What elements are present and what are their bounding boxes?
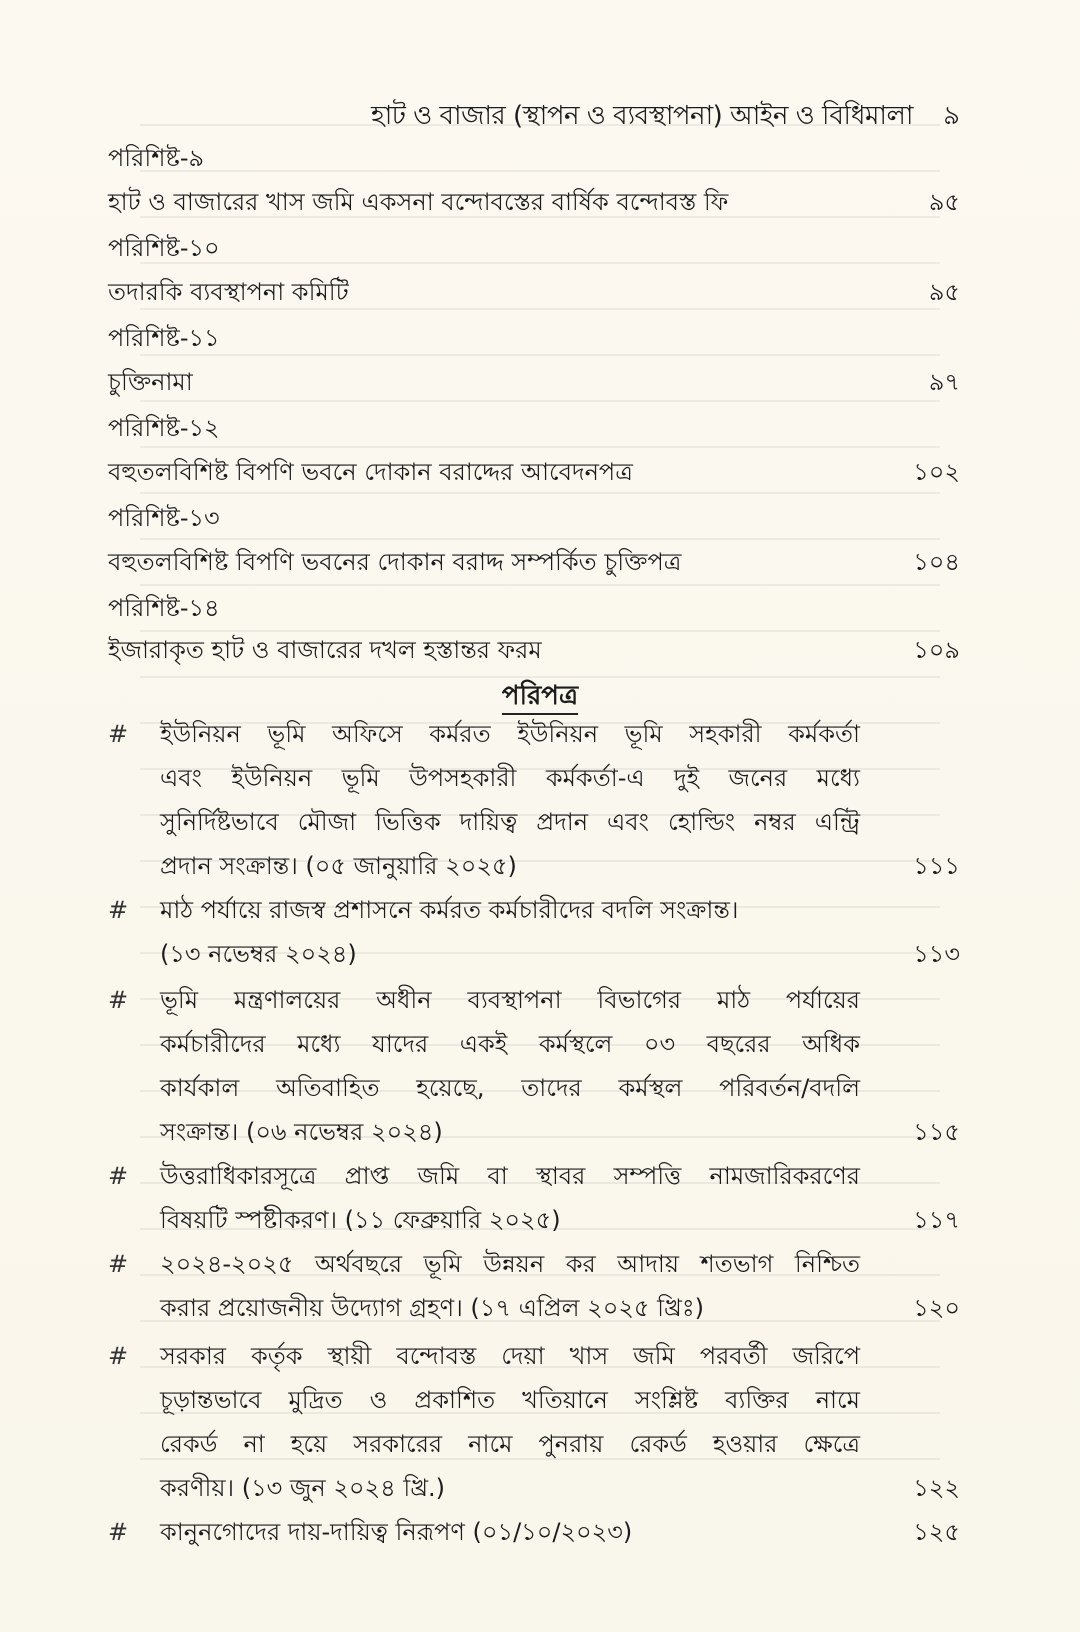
circular-text: কার্যকাল অতিবাহিত হয়েছে, তাদের কর্মস্থল পরিবর্তন/বদলি [160,1074,860,1102]
circular-text: করার প্রয়োজনীয় উদ্যোগ গ্রহণ। (১৭ এপ্রিল ২০২৫ খ্রিঃ) [160,1294,705,1322]
appendix-heading [0,496,1080,540]
circular-text: (১৩ নভেম্বর ২০২৪) [160,940,357,968]
circular-text: চূড়ান্তভাবে মুদ্রিত ও প্রকাশিত খতিয়ানে সংশ্লিষ্ট ব্যক্তির নামে [160,1386,860,1414]
appendix-label: পরিশিষ্ট-১১ [108,324,220,352]
toc-entry [0,540,1080,584]
toc-entry-page: ১০৯ [913,636,960,664]
toc-entry [0,360,1080,404]
circular-text: প্রদান সংক্রান্ত। (০৫ জানুয়ারি ২০২৫) [160,852,517,880]
appendix-label: পরিশিষ্ট-১৪ [108,594,220,622]
appendix-label: পরিশিষ্ট-১২ [108,414,220,442]
circular-page: ১২০ [913,1294,960,1322]
circular-entry-line [0,1466,1080,1510]
circulars-section-heading [0,676,1080,716]
circular-text: ২০২৪-২০২৫ অর্থবছরে ভূমি উন্নয়ন কর আদায় শতভাগ নিশ্চিত [160,1250,860,1278]
circular-text: করণীয়। (১৩ জুন ২০২৪ খ্রি.) [160,1474,446,1502]
circular-entry-line [0,978,1080,1022]
appendix-label: পরিশিষ্ট-১০ [108,234,220,262]
appendix-heading [0,136,1080,180]
circular-text: সুনির্দিষ্টভাবে মৌজা ভিত্তিক দায়িত্ব প্রদান এবং হোল্ডিং নম্বর এন্ট্রি [160,808,860,836]
toc-entry-page: ১০২ [913,458,960,486]
circular-text: মাঠ পর্যায়ে রাজস্ব প্রশাসনে কর্মরত কর্মচারীদের বদলি সংক্রান্ত। [160,896,739,924]
circular-text: কর্মচারীদের মধ্যে যাদের একই কর্মস্থলে ০৩ বছরের অধিক [160,1030,860,1058]
circular-text: রেকর্ড না হয়ে সরকারের নামে পুনরায় রেকর্ড হওয়ার ক্ষেত্রে [160,1430,860,1458]
circular-page: ১২২ [913,1474,960,1502]
running-head-page-number: ৯ [943,101,960,131]
toc-entry-title: চুক্তিনামা [108,368,193,396]
hash-bullet-icon: # [108,720,129,748]
toc-entry-title: হাট ও বাজারের খাস জমি একসনা বন্দোবস্তের বার্ষিক বন্দোবস্ত ফি [108,188,729,216]
circular-entry-line [0,1110,1080,1154]
circular-text: সরকার কর্তৃক স্থায়ী বন্দোবস্ত দেয়া খাস জমি পরবর্তী জরিপে [160,1342,860,1370]
circular-entry-line [0,1242,1080,1286]
toc-entry-page: ৯৫ [928,188,960,216]
circular-entry-line [0,1334,1080,1378]
circular-page: ১১১ [913,852,960,880]
circular-entry-line [0,1066,1080,1110]
hash-bullet-icon: # [108,1518,129,1546]
toc-entry [0,180,1080,224]
toc-entry-title: তদারকি ব্যবস্থাপনা কমিটি [108,278,349,306]
toc-entry-page: ৯৫ [928,278,960,306]
circular-entry-line [0,844,1080,888]
circular-text: উত্তরাধিকারসূত্রে প্রাপ্ত জমি বা স্থাবর সম্পত্তি নামজারিকরণের [160,1162,860,1190]
circular-entry-line [0,1510,1080,1554]
circular-text: ভূমি মন্ত্রণালয়ের অধীন ব্যবস্থাপনা বিভাগের মাঠ পর্যায়ের [160,986,860,1014]
circular-page: ১১৫ [913,1118,960,1146]
circular-entry-line [0,800,1080,844]
toc-entry [0,450,1080,494]
appendix-heading [0,316,1080,360]
circulars-heading-text: পরিপত্র [502,681,578,715]
circular-entry-line [0,1422,1080,1466]
circular-entry-line [0,932,1080,976]
running-head [300,96,960,136]
toc-entry [0,270,1080,314]
hash-bullet-icon: # [108,986,129,1014]
circular-entry-line [0,712,1080,756]
hash-bullet-icon: # [108,1250,129,1278]
circular-page: ১১৭ [913,1206,960,1234]
appendix-heading [0,226,1080,270]
toc-entry-page: ১০৪ [913,548,960,576]
circular-entry-line [0,1022,1080,1066]
appendix-heading [0,406,1080,450]
circular-text: এবং ইউনিয়ন ভূমি উপসহকারী কর্মকর্তা-এ দুই জনের মধ্যে [160,764,860,792]
circular-entry-line [0,888,1080,932]
toc-entry-title: ইজারাকৃত হাট ও বাজারের দখল হস্তান্তর ফরম [108,636,542,664]
circular-entry-line [0,1378,1080,1422]
circular-entry-line [0,1286,1080,1330]
appendix-label: পরিশিষ্ট-১৩ [108,504,220,532]
hash-bullet-icon: # [108,896,129,924]
running-head-title: হাট ও বাজার (স্থাপন ও ব্যবস্থাপনা) আইন ও বিধিমালা [371,101,913,131]
circular-text: সংক্রান্ত। (০৬ নভেম্বর ২০২৪) [160,1118,443,1146]
appendix-heading [0,586,1080,630]
hash-bullet-icon: # [108,1342,129,1370]
toc-entry-title: বহুতলবিশিষ্ট বিপণি ভবনে দোকান বরাদ্দের আবেদনপত্র [108,458,633,486]
toc-entry-title: বহুতলবিশিষ্ট বিপণি ভবনের দোকান বরাদ্দ সম্পর্কিত চুক্তিপত্র [108,548,682,576]
circular-entry-line [0,1154,1080,1198]
hash-bullet-icon: # [108,1162,129,1190]
appendix-label: পরিশিষ্ট-৯ [108,144,205,172]
circular-entry-line [0,756,1080,800]
circular-page: ১২৫ [913,1518,960,1546]
circular-text: কানুনগোদের দায়-দায়িত্ব নিরূপণ (০১/১০/২০২৩) [160,1518,633,1546]
circular-text: বিষয়টি স্পষ্টীকরণ। (১১ ফেব্রুয়ারি ২০২৫) [160,1206,561,1234]
toc-entry-page: ৯৭ [928,368,960,396]
circular-entry-line [0,1198,1080,1242]
circular-text: ইউনিয়ন ভূমি অফিসে কর্মরত ইউনিয়ন ভূমি সহকারী কর্মকর্তা [160,720,860,748]
circular-page: ১১৩ [913,940,960,968]
toc-entry [0,628,1080,672]
